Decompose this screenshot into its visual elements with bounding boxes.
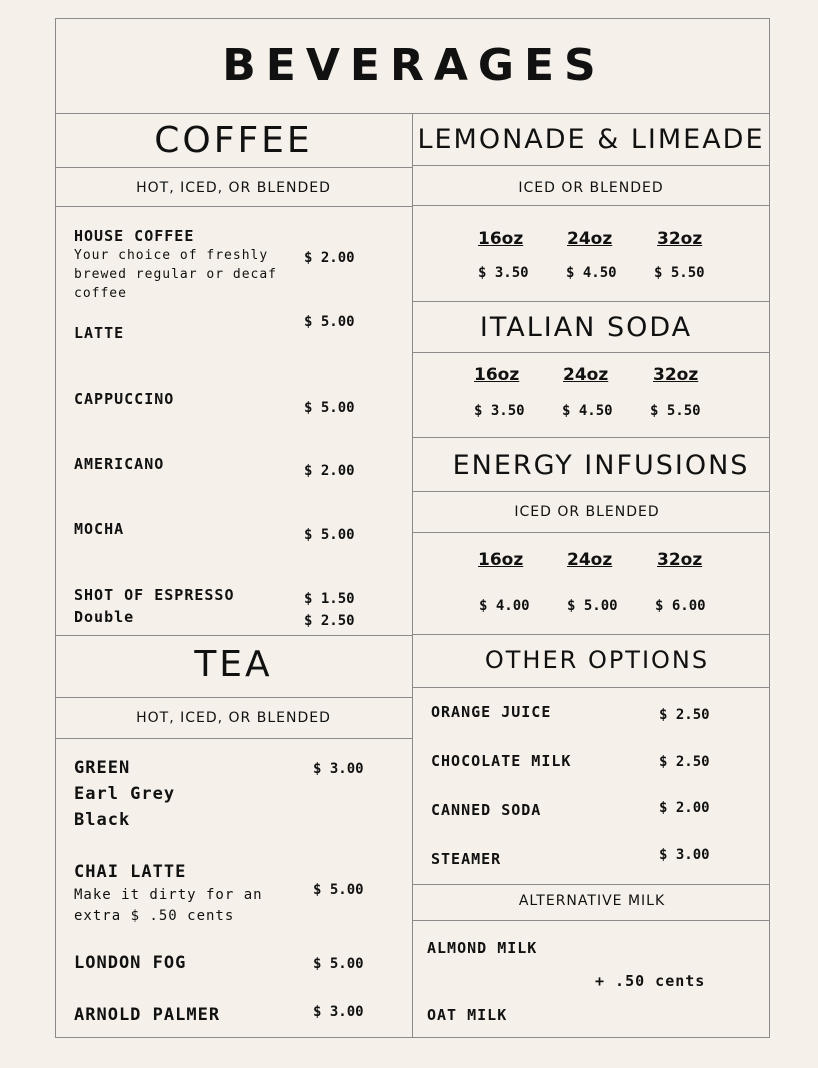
menu-item-name: CANNED SODA — [431, 801, 542, 819]
menu-item-price: $ 2.50 — [659, 754, 710, 770]
menu-item-name: AMERICANO — [74, 455, 165, 473]
menu-item-name: LATTE — [74, 324, 125, 342]
menu-item-price: $ 5.00 — [313, 882, 364, 898]
menu-item-desc: Make it dirty for an extra $ .50 cents — [74, 887, 263, 924]
size-price: $ 4.50 — [562, 403, 613, 419]
menu-item-price: $ 2.50 — [304, 613, 355, 629]
menu-item-name: ARNOLD PALMER — [74, 1005, 221, 1025]
divider — [412, 920, 770, 921]
size-price: $ 5.50 — [654, 265, 705, 281]
size-label: 32oz — [653, 365, 699, 385]
menu-item-name: CHOCOLATE MILK — [431, 752, 572, 770]
size-label: 32oz — [657, 229, 703, 249]
divider — [412, 352, 770, 353]
menu-item-price: $ 2.00 — [304, 463, 355, 479]
lemonade-subtitle: ICED OR BLENDED — [518, 180, 664, 196]
menu-item-name: CAPPUCCINO — [74, 390, 175, 408]
size-price: $ 4.50 — [566, 265, 617, 281]
divider — [412, 884, 770, 885]
energy-subtitle: ICED OR BLENDED — [514, 504, 660, 520]
page-title: BEVERAGES — [222, 40, 606, 91]
menu-item-name: OAT MILK — [427, 1006, 508, 1024]
alt-milk-price: + .50 cents — [595, 972, 706, 990]
coffee-subtitle: HOT, ICED, OR BLENDED — [136, 180, 331, 196]
size-label: 24oz — [563, 365, 609, 385]
divider — [412, 437, 770, 438]
menu-item-name: STEAMER — [431, 850, 502, 868]
menu-item-price: $ 2.50 — [659, 707, 710, 723]
menu-item-name: LONDON FOG — [74, 953, 187, 973]
size-label: 24oz — [567, 229, 613, 249]
size-price: $ 5.00 — [567, 598, 618, 614]
size-price: $ 5.50 — [650, 403, 701, 419]
divider — [412, 165, 770, 166]
menu-item-price: $ 2.00 — [304, 250, 355, 266]
divider — [55, 206, 412, 207]
menu-item-name: GREEN — [74, 758, 131, 778]
divider — [55, 635, 412, 636]
size-label: 16oz — [478, 229, 524, 249]
divider — [412, 491, 770, 492]
menu-item-price: $ 5.00 — [304, 400, 355, 416]
italian-soda-title: ITALIAN SODA — [479, 312, 693, 343]
energy-title: ENERGY INFUSIONS — [452, 450, 750, 481]
size-label: 16oz — [478, 550, 524, 570]
menu-item-price: $ 1.50 — [304, 591, 355, 607]
menu-item-name: CHAI LATTE — [74, 862, 187, 882]
menu-item-desc: Your choice of freshly brewed regular or decaf coffee — [74, 248, 278, 301]
divider — [55, 167, 412, 168]
size-price: $ 4.00 — [479, 598, 530, 614]
menu-item-price: $ 3.00 — [659, 847, 710, 863]
size-label: 16oz — [474, 365, 520, 385]
other-title: OTHER OPTIONS — [484, 646, 710, 674]
tea-title: TEA — [194, 644, 273, 685]
menu-item-price: $ 5.00 — [304, 527, 355, 543]
menu-item-price: $ 3.00 — [313, 1004, 364, 1020]
menu-item-name: ALMOND MILK — [427, 939, 538, 957]
size-label: 32oz — [657, 550, 703, 570]
menu-item-name: MOCHA — [74, 520, 125, 538]
menu-item-price: $ 3.00 — [313, 761, 364, 777]
divider — [412, 301, 770, 302]
menu-item-price: $ 2.00 — [659, 800, 710, 816]
alt-milk-subtitle: ALTERNATIVE MILK — [518, 893, 666, 909]
coffee-title: COFFEE — [154, 120, 313, 161]
divider — [55, 738, 412, 739]
menu-item-name: Earl Grey — [74, 784, 176, 804]
menu-item-price: $ 5.00 — [313, 956, 364, 972]
menu-item-name: HOUSE COFFEE — [74, 227, 195, 245]
divider — [412, 687, 770, 688]
menu-item-name: SHOT OF ESPRESSO — [74, 586, 235, 604]
size-price: $ 6.00 — [655, 598, 706, 614]
size-price: $ 3.50 — [474, 403, 525, 419]
menu-item-name: Black — [74, 810, 131, 830]
divider — [412, 634, 770, 635]
menu-item-name: ORANGE JUICE — [431, 703, 552, 721]
divider — [412, 205, 770, 206]
divider — [55, 697, 412, 698]
size-price: $ 3.50 — [478, 265, 529, 281]
tea-subtitle: HOT, ICED, OR BLENDED — [136, 710, 331, 726]
menu-item-name: Double — [74, 608, 135, 626]
divider — [412, 532, 770, 533]
lemonade-title: LEMONADE & LIMEADE — [417, 124, 765, 155]
size-label: 24oz — [567, 550, 613, 570]
menu-item-price: $ 5.00 — [304, 314, 355, 330]
